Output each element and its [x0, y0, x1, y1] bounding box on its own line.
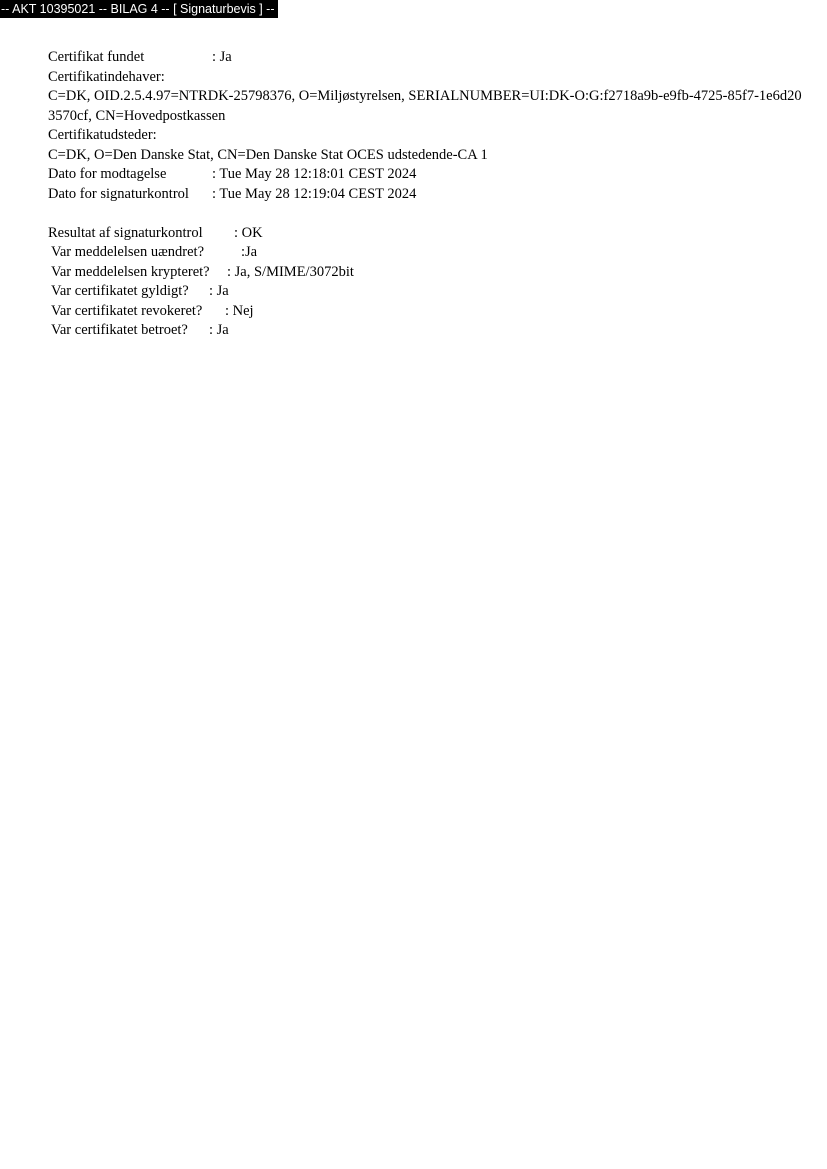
- result-row: [48, 224, 808, 244]
- valid-value: : Ja: [209, 283, 229, 299]
- trusted-value: : Ja: [209, 322, 229, 338]
- unchanged-value: :Ja: [241, 244, 258, 260]
- certificate-holder-value: C=DK, OID.2.5.4.97=NTRDK-25798376, O=Miljøstyrelsen, SERIALNUMBER=UI:DK-O:G:f2718a9b-e9fb-4725-85f7-1e6d203570cf, CN=Hovedpostkassen: [48, 88, 802, 124]
- valid-label: Var certifikatet gyldigt?: [51, 283, 189, 299]
- encrypted-value: : Ja, S/MIME/3072bit: [227, 263, 354, 280]
- revoked-row: [48, 302, 808, 322]
- result-label: Resultat af signaturkontrol: [48, 224, 203, 241]
- certificate-issuer-value: C=DK, O=Den Danske Stat, CN=Den Danske Stat OCES udstedende-CA 1: [48, 146, 488, 163]
- revoked-value: : Nej: [225, 302, 254, 319]
- valid-row: [48, 282, 808, 302]
- section-spacer: [48, 204, 808, 224]
- encrypted-label: Var meddelelsen krypteret?: [51, 263, 210, 280]
- document-header: -- AKT 10395021 -- BILAG 4 -- [ Signaturbevis ] --: [0, 0, 278, 18]
- check-date-value: : Tue May 28 12:19:04 CEST 2024: [212, 185, 417, 202]
- certificate-found-label: Certifikat fundet: [48, 49, 145, 65]
- certificate-holder-label: Certifikatindehaver:: [48, 68, 165, 85]
- received-date-row: [48, 165, 808, 185]
- revoked-label: Var certifikatet revokeret?: [51, 302, 203, 319]
- encrypted-row: [48, 263, 808, 283]
- check-date-row: [48, 185, 808, 205]
- certificate-issuer-label: Certifikatudsteder:: [48, 127, 157, 143]
- received-date-value: : Tue May 28 12:18:01 CEST 2024: [212, 166, 417, 182]
- signature-proof: [48, 48, 808, 341]
- result-value: : OK: [234, 224, 263, 241]
- unchanged-label: Var meddelelsen uændret?: [51, 244, 205, 260]
- check-date-label: Dato for signaturkontrol: [48, 185, 189, 202]
- received-date-label: Dato for modtagelse: [48, 166, 167, 182]
- unchanged-row: [48, 243, 808, 263]
- trusted-label: Var certifikatet betroet?: [51, 322, 188, 338]
- certificate-found-value: : Ja: [212, 49, 232, 65]
- trusted-row: [48, 321, 808, 341]
- certificate-found-row: [48, 48, 808, 68]
